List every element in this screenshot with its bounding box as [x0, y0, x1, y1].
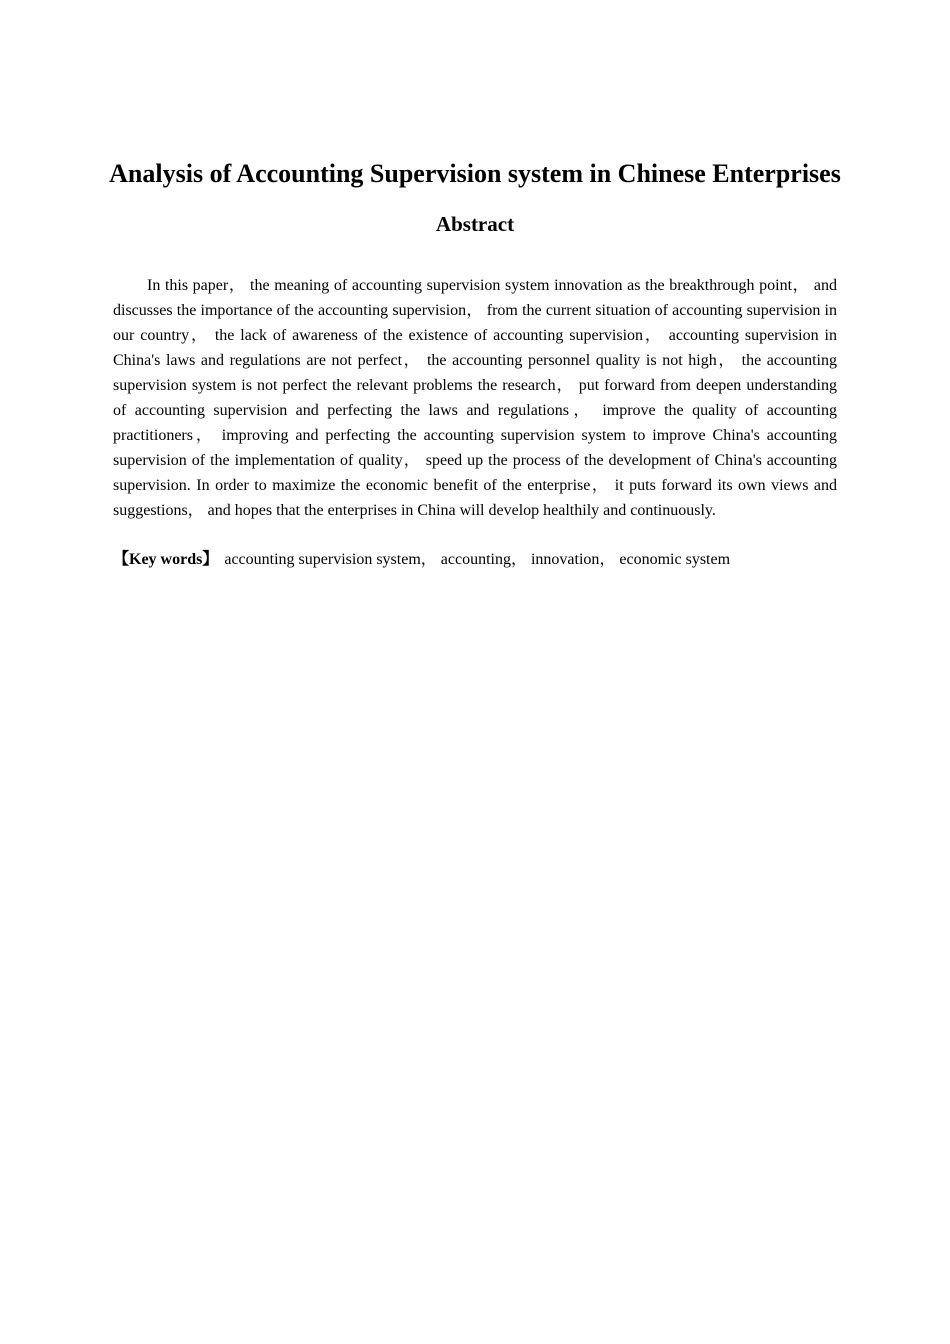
- keywords-line: [113, 547, 837, 572]
- abstract-heading: Abstract: [435, 212, 515, 236]
- keywords-text: accounting supervision system， accounting， innovation， economic system: [224, 551, 731, 568]
- abstract-paragraph: In this paper， the meaning of accounting supervision system innovation as the breakthrough point， and discusses the importance of the accounting supervision， from the current situation of accounting supervision in our country， the lack of awareness of the existence of accounting supervision， accounting supervision in China's laws and regulations are not perfect， the accounting personnel quality is not high， the accounting supervision system is not perfect the relevant problems the research， put forward from deepen understanding of accounting supervision and perfecting the laws and regulations， improve the quality of accounting practitioners， improving and perfecting the accounting supervision system to improve China's accounting supervision of the implementation of quality， speed up the process of the development of China's accounting supervision. In order to maximize the economic benefit of the enterprise， it puts forward its own views and suggestions， and hopes that the enterprises in China will develop healthily and continuously.: [113, 277, 838, 519]
- paper-title: Analysis of Accounting Supervision system in Chinese Enterprises: [109, 159, 841, 188]
- keywords-label: 【Key words】: [113, 551, 219, 568]
